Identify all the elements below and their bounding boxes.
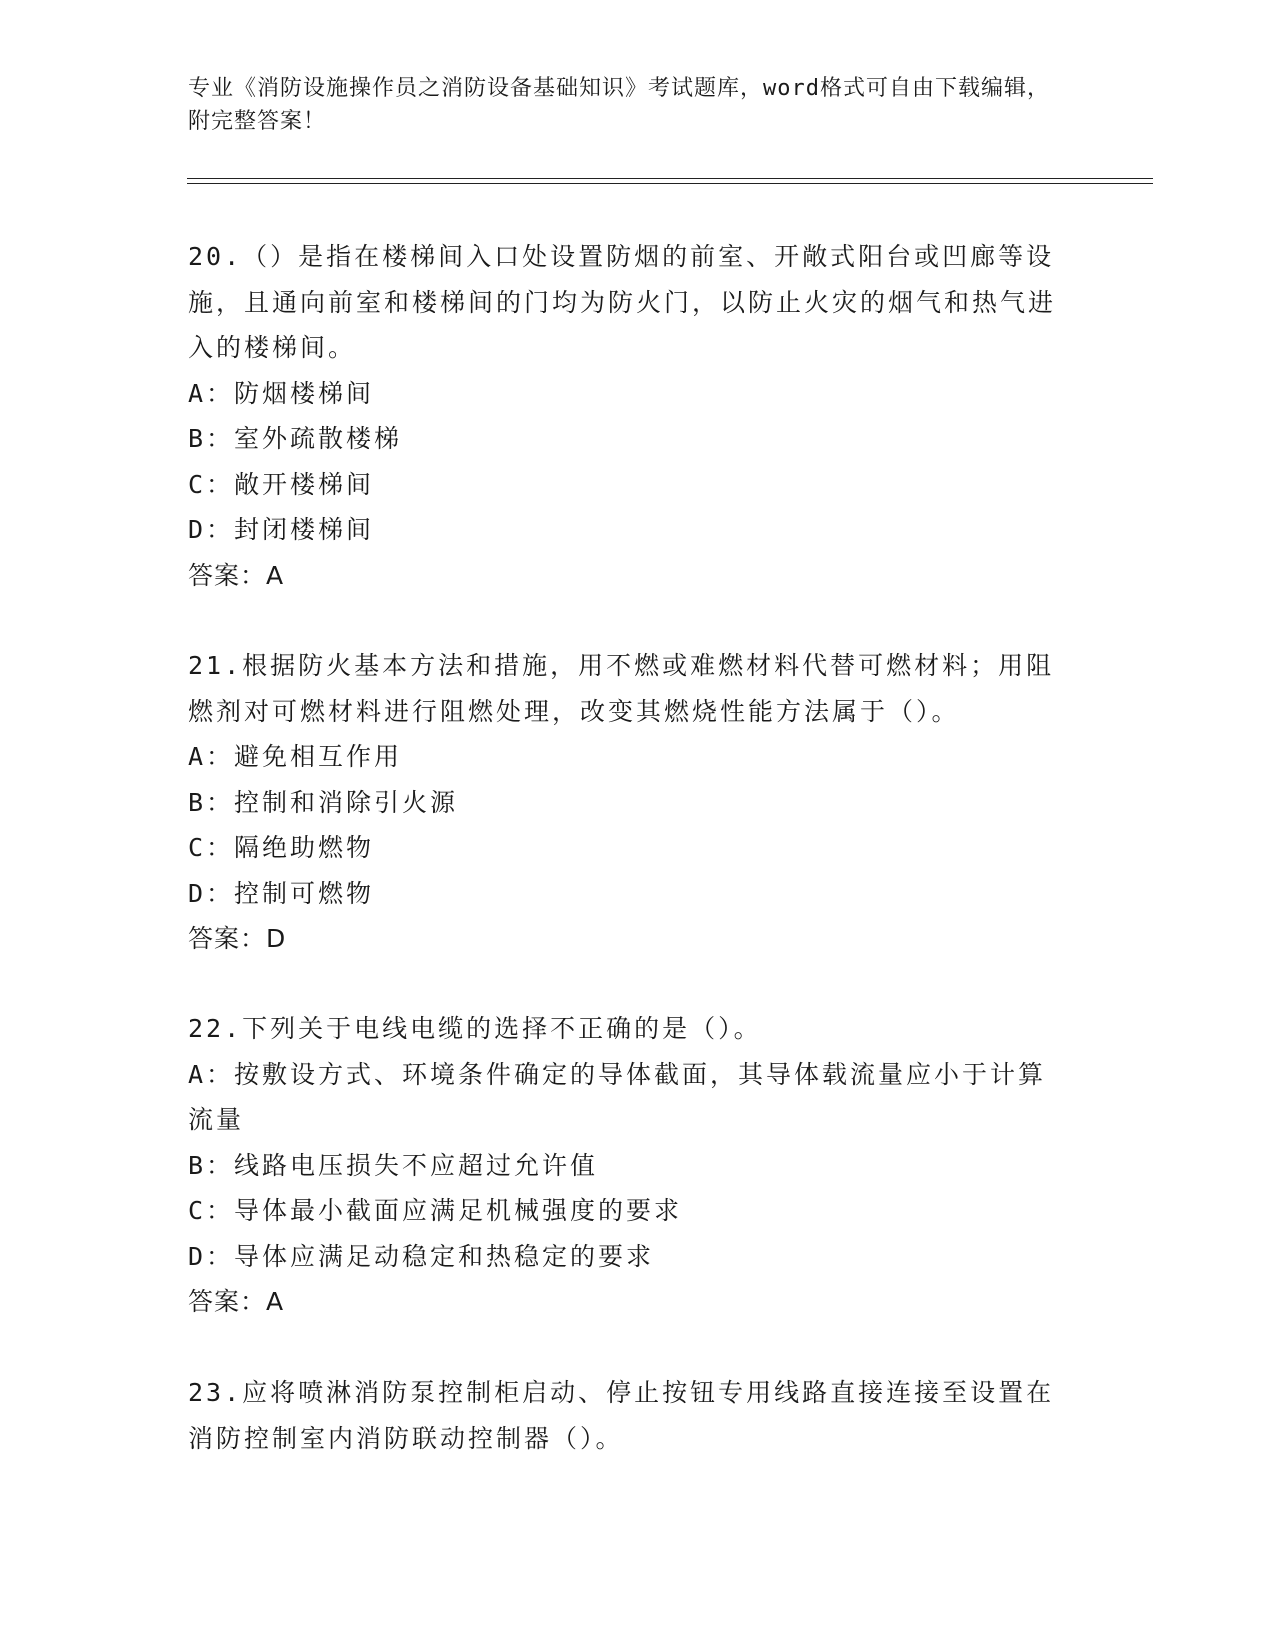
- option-b: B：线路电压损失不应超过允许值: [188, 1150, 599, 1180]
- document-header: 专业《消防设施操作员之消防设备基础知识》考试题库，word格式可自由下载编辑，附完整答案！: [188, 76, 1050, 134]
- header-divider-top: [187, 178, 1153, 179]
- option-d: D：导体应满足动稳定和热稳定的要求: [188, 1241, 655, 1271]
- question-stem: 21.根据防火基本方法和措施，用不燃或难燃材料代替可燃材料；用阻燃剂对可燃材料进行阻燃处理，改变其燃烧性能方法属于（）。: [188, 651, 1055, 726]
- option-c: C：导体最小截面应满足机械强度的要求: [188, 1196, 683, 1225]
- option-a: A：按敷设方式、环境条件确定的导体截面，其导体载流量应小于计算流量: [188, 1059, 1047, 1134]
- question-23: [188, 1370, 1068, 1461]
- option-c: C：隔绝助燃物: [188, 833, 375, 862]
- question-stem: 20.（）是指在楼梯间入口处设置防烟的前室、开敞式阳台或凹廊等设施，且通向前室和楼梯间的门均为防火门，以防止火灾的烟气和热气进入的楼梯间。: [188, 242, 1057, 362]
- option-c: C：敞开楼梯间: [188, 469, 375, 499]
- option-a: A：防烟楼梯间: [188, 378, 375, 408]
- header-divider-bottom: [187, 183, 1153, 184]
- answer: 答案：A: [188, 1287, 285, 1316]
- question-stem: 23.应将喷淋消防泵控制柜启动、停止按钮专用线路直接连接至设置在消防控制室内消防联动控制器（）。: [188, 1378, 1055, 1453]
- question-21: [188, 643, 1068, 962]
- answer: 答案：D: [188, 924, 287, 953]
- question-20: [188, 234, 1068, 598]
- option-d: D：控制可燃物: [188, 878, 375, 908]
- question-22: [188, 1006, 1068, 1325]
- answer: 答案：A: [188, 560, 285, 590]
- option-d: D：封闭楼梯间: [188, 515, 375, 544]
- option-a: A：避免相互作用: [188, 742, 403, 771]
- option-b: B：控制和消除引火源: [188, 787, 459, 817]
- option-b: B：室外疏散楼梯: [188, 424, 403, 453]
- question-stem: 22.下列关于电线电缆的选择不正确的是（）。: [188, 1014, 762, 1043]
